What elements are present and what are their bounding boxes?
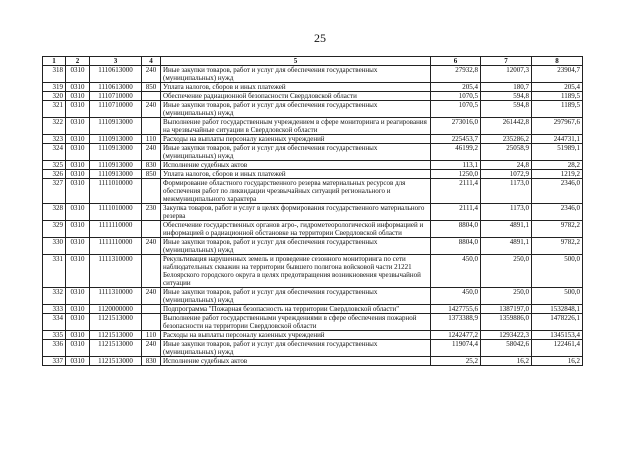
expense-type-code-cell: [142, 221, 161, 238]
amount-year1-cell: 1250,0: [431, 170, 481, 179]
target-item-code-cell: 1110613000: [90, 66, 142, 83]
table-row: [43, 101, 583, 118]
row-number-cell: 335: [43, 331, 66, 340]
section-code-cell: 0310: [66, 288, 90, 305]
table-row: [43, 288, 583, 305]
row-number-cell: 336: [43, 340, 66, 357]
target-item-code-cell: 1110913000: [90, 144, 142, 161]
section-code-cell: 0310: [66, 66, 90, 83]
section-code-cell: 0310: [66, 204, 90, 221]
target-item-code-cell: 1111010000: [90, 179, 142, 204]
target-item-code-cell: 1121513000: [90, 331, 142, 340]
table-row: [43, 221, 583, 238]
target-item-code-cell: 1110710000: [90, 92, 142, 101]
description-cell: Выполнение работ государственными учреждениями в сфере обеспечения пожарной безопасности на территории Свердловской области: [161, 314, 431, 331]
target-item-code-cell: 1121513000: [90, 314, 142, 331]
description-cell: Подпрограмма "Пожарная безопасность на территории Свердловской области": [161, 305, 431, 314]
expense-type-code-cell: [142, 118, 161, 135]
section-code-cell: 0310: [66, 331, 90, 340]
row-number-cell: 324: [43, 144, 66, 161]
row-number-cell: 332: [43, 288, 66, 305]
row-number-cell: 333: [43, 305, 66, 314]
expense-type-code-cell: 240: [142, 101, 161, 118]
amount-year2-cell: 1293422,3: [481, 331, 532, 340]
description-cell: Расходы на выплаты персоналу казенных учреждений: [161, 331, 431, 340]
table-row: [43, 179, 583, 204]
row-number-cell: 320: [43, 92, 66, 101]
expense-type-code-cell: 830: [142, 161, 161, 170]
header-cell: 4: [142, 57, 161, 66]
amount-year2-cell: 594,8: [481, 101, 532, 118]
amount-year2-cell: 235286,2: [481, 135, 532, 144]
amount-year2-cell: 1173,0: [481, 179, 532, 204]
row-number-cell: 337: [43, 357, 66, 366]
expense-type-code-cell: 110: [142, 331, 161, 340]
expense-type-code-cell: [142, 255, 161, 288]
row-number-cell: 327: [43, 179, 66, 204]
target-item-code-cell: 1111310000: [90, 255, 142, 288]
amount-year3-cell: 28,2: [532, 161, 583, 170]
page-number: 25: [314, 31, 326, 45]
table-row: [43, 357, 583, 366]
section-code-cell: 0310: [66, 340, 90, 357]
description-cell: Обеспечение радиационной безопасности Свердловской области: [161, 92, 431, 101]
target-item-code-cell: 1110613000: [90, 83, 142, 92]
table-row: [43, 135, 583, 144]
description-cell: Исполнение судебных актов: [161, 161, 431, 170]
expense-type-code-cell: 240: [142, 144, 161, 161]
amount-year1-cell: 2111,4: [431, 204, 481, 221]
table-row: [43, 340, 583, 357]
amount-year1-cell: 119074,4: [431, 340, 481, 357]
amount-year2-cell: 1359886,0: [481, 314, 532, 331]
row-number-cell: 323: [43, 135, 66, 144]
description-cell: Уплата налогов, сборов и иных платежей: [161, 83, 431, 92]
amount-year1-cell: 205,4: [431, 83, 481, 92]
amount-year3-cell: 205,4: [532, 83, 583, 92]
amount-year1-cell: 25,2: [431, 357, 481, 366]
amount-year3-cell: 2346,0: [532, 204, 583, 221]
amount-year3-cell: 1345153,4: [532, 331, 583, 340]
expense-type-code-cell: 850: [142, 170, 161, 179]
amount-year3-cell: 1478226,1: [532, 314, 583, 331]
amount-year2-cell: 261442,8: [481, 118, 532, 135]
expense-type-code-cell: [142, 179, 161, 204]
table-row: [43, 204, 583, 221]
amount-year2-cell: 180,7: [481, 83, 532, 92]
amount-year1-cell: 8804,0: [431, 238, 481, 255]
description-cell: Обеспечение государственных органов агро-, гидрометеорологической информацией и информацией о радиационной обстановке на территории Свердловской области: [161, 221, 431, 238]
amount-year2-cell: 250,0: [481, 288, 532, 305]
description-cell: Иные закупки товаров, работ и услуг для обеспечения государственных (муниципальных) нужд: [161, 238, 431, 255]
table-row: [43, 66, 583, 83]
expense-type-code-cell: 110: [142, 135, 161, 144]
amount-year2-cell: 24,8: [481, 161, 532, 170]
amount-year3-cell: 1189,5: [532, 101, 583, 118]
row-number-cell: 329: [43, 221, 66, 238]
description-cell: Расходы на выплаты персоналу казенных учреждений: [161, 135, 431, 144]
section-code-cell: 0310: [66, 144, 90, 161]
section-code-cell: 0310: [66, 255, 90, 288]
amount-year3-cell: 2346,0: [532, 179, 583, 204]
amount-year3-cell: 16,2: [532, 357, 583, 366]
target-item-code-cell: 1121513000: [90, 340, 142, 357]
section-code-cell: 0310: [66, 135, 90, 144]
row-number-cell: 325: [43, 161, 66, 170]
amount-year1-cell: 46199,2: [431, 144, 481, 161]
section-code-cell: 0310: [66, 179, 90, 204]
amount-year1-cell: 273016,0: [431, 118, 481, 135]
target-item-code-cell: 1110710000: [90, 101, 142, 118]
row-number-cell: 321: [43, 101, 66, 118]
amount-year3-cell: 23904,7: [532, 66, 583, 83]
row-number-cell: 326: [43, 170, 66, 179]
amount-year3-cell: 500,0: [532, 288, 583, 305]
target-item-code-cell: 1121513000: [90, 357, 142, 366]
header-cell: 5: [161, 57, 431, 66]
amount-year3-cell: 51989,1: [532, 144, 583, 161]
row-number-cell: 330: [43, 238, 66, 255]
target-item-code-cell: 1110913000: [90, 161, 142, 170]
expense-type-code-cell: 240: [142, 340, 161, 357]
amount-year3-cell: 500,0: [532, 255, 583, 288]
section-code-cell: 0310: [66, 238, 90, 255]
row-number-cell: 331: [43, 255, 66, 288]
header-cell: 7: [481, 57, 532, 66]
table-row: [43, 305, 583, 314]
target-item-code-cell: 1111010000: [90, 204, 142, 221]
amount-year2-cell: 58042,6: [481, 340, 532, 357]
description-cell: Уплата налогов, сборов и иных платежей: [161, 170, 431, 179]
row-number-cell: 318: [43, 66, 66, 83]
expense-type-code-cell: 240: [142, 66, 161, 83]
amount-year2-cell: 16,2: [481, 357, 532, 366]
table-row: [43, 331, 583, 340]
table-row: [43, 255, 583, 288]
expense-type-code-cell: [142, 305, 161, 314]
amount-year3-cell: 122461,4: [532, 340, 583, 357]
amount-year3-cell: 9782,2: [532, 221, 583, 238]
table-row: [43, 170, 583, 179]
expense-type-code-cell: 240: [142, 288, 161, 305]
section-code-cell: 0310: [66, 305, 90, 314]
description-cell: Выполнение работ государственным учреждением в сфере мониторинга и реагирования на чрезвычайные ситуации в Свердловской области: [161, 118, 431, 135]
amount-year2-cell: 1072,9: [481, 170, 532, 179]
target-item-code-cell: 1111110000: [90, 221, 142, 238]
description-cell: Иные закупки товаров, работ и услуг для обеспечения государственных (муниципальных) нужд: [161, 101, 431, 118]
row-number-cell: 328: [43, 204, 66, 221]
amount-year1-cell: 450,0: [431, 255, 481, 288]
table-row: [43, 118, 583, 135]
section-code-cell: 0310: [66, 161, 90, 170]
section-code-cell: 0310: [66, 170, 90, 179]
target-item-code-cell: 1110913000: [90, 170, 142, 179]
table-row: [43, 92, 583, 101]
header-cell: 3: [90, 57, 142, 66]
amount-year2-cell: 4891,1: [481, 238, 532, 255]
section-code-cell: 0310: [66, 221, 90, 238]
header-row: [43, 57, 583, 66]
expense-type-code-cell: [142, 92, 161, 101]
description-cell: Иные закупки товаров, работ и услуг для обеспечения государственных (муниципальных) нужд: [161, 340, 431, 357]
amount-year1-cell: 1070,5: [431, 92, 481, 101]
amount-year1-cell: 27932,8: [431, 66, 481, 83]
section-code-cell: 0310: [66, 357, 90, 366]
description-cell: Исполнение судебных актов: [161, 357, 431, 366]
section-code-cell: 0310: [66, 101, 90, 118]
target-item-code-cell: 1111110000: [90, 238, 142, 255]
description-cell: Иные закупки товаров, работ и услуг для обеспечения государственных (муниципальных) нужд: [161, 288, 431, 305]
row-number-cell: 322: [43, 118, 66, 135]
target-item-code-cell: 1110913000: [90, 118, 142, 135]
header-cell: 2: [66, 57, 90, 66]
amount-year1-cell: 8804,0: [431, 221, 481, 238]
table-body: [43, 66, 583, 366]
expense-type-code-cell: [142, 314, 161, 331]
target-item-code-cell: 1111310000: [90, 288, 142, 305]
description-cell: Рекультивация нарушенных земель и проведение сезонного мониторинга по сети наблюдательных скважин на территории бывшего полигона войсковой части 21221 Белоярского городского округа в целях предотвращения возникновения чрезвычайной ситуации: [161, 255, 431, 288]
amount-year3-cell: 1219,2: [532, 170, 583, 179]
header-cell: 6: [431, 57, 481, 66]
table-row: [43, 161, 583, 170]
amount-year1-cell: 1242477,2: [431, 331, 481, 340]
header-cell: 8: [532, 57, 583, 66]
description-cell: Иные закупки товаров, работ и услуг для обеспечения государственных (муниципальных) нужд: [161, 144, 431, 161]
amount-year2-cell: 1173,0: [481, 204, 532, 221]
description-cell: Закупка товаров, работ и услуг в целях формирования государственного материального резерва: [161, 204, 431, 221]
table-row: [43, 314, 583, 331]
row-number-cell: 319: [43, 83, 66, 92]
description-cell: Формирование областного государственного резерва материальных ресурсов для обеспечения работ по ликвидации чрезвычайных ситуаций регионального и межмуниципального характера: [161, 179, 431, 204]
target-item-code-cell: 1120000000: [90, 305, 142, 314]
amount-year1-cell: 1070,5: [431, 101, 481, 118]
section-code-cell: 0310: [66, 118, 90, 135]
amount-year2-cell: 25058,9: [481, 144, 532, 161]
section-code-cell: 0310: [66, 314, 90, 331]
amount-year3-cell: 1189,5: [532, 92, 583, 101]
description-cell: Иные закупки товаров, работ и услуг для обеспечения государственных (муниципальных) нужд: [161, 66, 431, 83]
amount-year1-cell: 113,1: [431, 161, 481, 170]
expense-type-code-cell: 240: [142, 238, 161, 255]
amount-year1-cell: 2111,4: [431, 179, 481, 204]
target-item-code-cell: 1110913000: [90, 135, 142, 144]
amount-year3-cell: 297967,6: [532, 118, 583, 135]
amount-year1-cell: 1427755,6: [431, 305, 481, 314]
amount-year1-cell: 450,0: [431, 288, 481, 305]
budget-table: [42, 56, 583, 366]
section-code-cell: 0310: [66, 83, 90, 92]
amount-year2-cell: 12007,3: [481, 66, 532, 83]
header-cell: 1: [43, 57, 66, 66]
amount-year1-cell: 1373388,9: [431, 314, 481, 331]
table-row: [43, 238, 583, 255]
amount-year3-cell: 1532848,1: [532, 305, 583, 314]
section-code-cell: 0310: [66, 92, 90, 101]
expense-type-code-cell: 830: [142, 357, 161, 366]
row-number-cell: 334: [43, 314, 66, 331]
table-row: [43, 83, 583, 92]
amount-year1-cell: 225453,7: [431, 135, 481, 144]
table-row: [43, 144, 583, 161]
expense-type-code-cell: 850: [142, 83, 161, 92]
amount-year2-cell: 4891,1: [481, 221, 532, 238]
amount-year3-cell: 9782,2: [532, 238, 583, 255]
amount-year2-cell: 1387197,0: [481, 305, 532, 314]
amount-year2-cell: 594,8: [481, 92, 532, 101]
amount-year2-cell: 250,0: [481, 255, 532, 288]
amount-year3-cell: 244731,1: [532, 135, 583, 144]
expense-type-code-cell: 230: [142, 204, 161, 221]
